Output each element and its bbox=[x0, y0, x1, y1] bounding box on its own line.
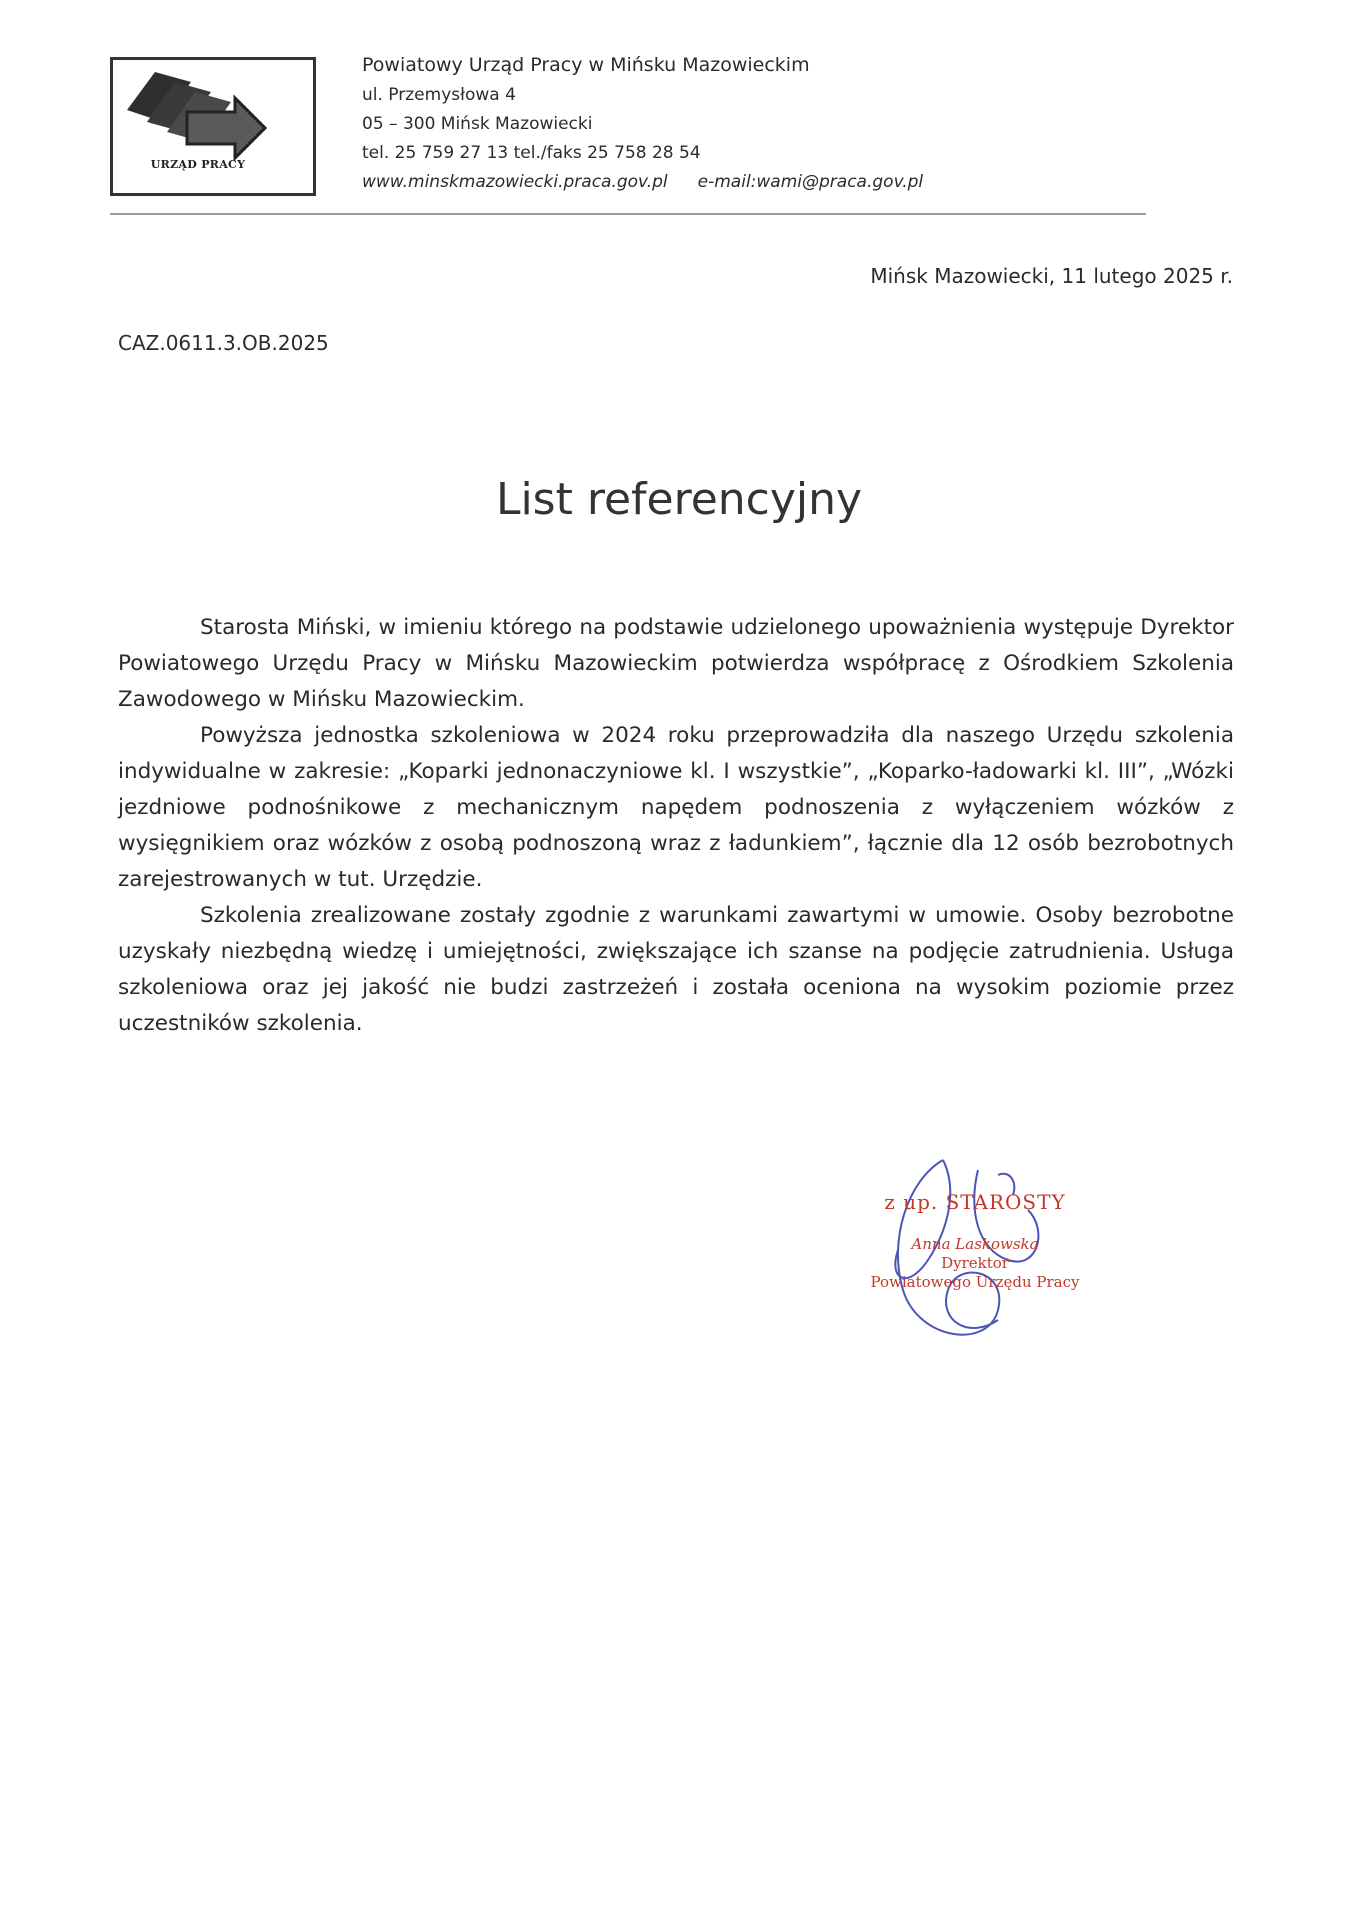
organization-name: Powiatowy Urząd Pracy w Mińsku Mazowieckim bbox=[362, 54, 810, 76]
stamp-signatory-name: Anna Laskowska bbox=[911, 1235, 1039, 1253]
stamp-authority: z up. STAROSTY bbox=[884, 1190, 1066, 1214]
letterhead-address bbox=[362, 50, 1062, 197]
email-link[interactable]: e-mail:wami@praca.gov.pl bbox=[697, 172, 924, 192]
stamp-position: Dyrektor bbox=[941, 1254, 1009, 1272]
website-link[interactable]: www.minskmazowiecki.praca.gov.pl bbox=[362, 172, 668, 192]
contact-line bbox=[362, 168, 1062, 197]
body-paragraph: Szkolenia zrealizowane zostały zgodnie z warunkami zawartymi w umowie. Osoby bezrobotne uzyskały niezbędną wiedzę i umiejętności, zwiększające ich szanse na podjęcie zatrudnienia. Usługa szkoleniowa oraz jej jakość nie budzi zastrzeżeń i została oceniona na wysokim poziomie przez uczestników szkolenia. bbox=[118, 903, 1234, 1036]
header-divider bbox=[110, 213, 1146, 215]
office-logo bbox=[110, 57, 316, 196]
phone-numbers: tel. 25 759 27 13 tel./faks 25 758 28 54 bbox=[362, 143, 701, 163]
body-paragraph: Starosta Miński, w imieniu którego na podstawie udzielonego upoważnienia występuje Dyrektor Powiatowego Urzędu Pracy w Mińsku Mazowieckim potwierdza współpracę z Ośrodkiem Szkolenia Zawodowego w Mińsku Mazowieckim. bbox=[118, 615, 1234, 712]
city-address: 05 – 300 Mińsk Mazowiecki bbox=[362, 114, 593, 134]
stamp-office: Powiatowego Urzędu Pracy bbox=[870, 1273, 1080, 1291]
stacked-cards-arrow-logo-icon bbox=[113, 60, 313, 193]
logo-caption: URZĄD PRACY bbox=[150, 158, 246, 171]
official-stamp bbox=[850, 1190, 1100, 1292]
document-title: List referencyjny bbox=[495, 474, 863, 525]
letter-body bbox=[118, 610, 1234, 1042]
letter-date: Mińsk Mazowiecki, 11 lutego 2025 r. bbox=[870, 264, 1233, 288]
body-paragraph: Powyższa jednostka szkoleniowa w 2024 roku przeprowadziła dla naszego Urzędu szkolenia indywidualne w zakresie: „Koparki jednonaczyniowe kl. I wszystkie”, „Koparko-ładowarki kl. III”, „Wózki jezdniowe podnośnikowe z mechanicznym napędem podnoszenia z wyłączeniem wózków z wysięgnikiem oraz wózków z osobą podnoszoną wraz z ładunkiem”, łącznie dla 12 osób bezrobotnych zarejestrowanych w tut. Urzędzie. bbox=[118, 723, 1234, 892]
reference-number: CAZ.0611.3.OB.2025 bbox=[118, 331, 329, 355]
street-address: ul. Przemysłowa 4 bbox=[362, 85, 516, 105]
